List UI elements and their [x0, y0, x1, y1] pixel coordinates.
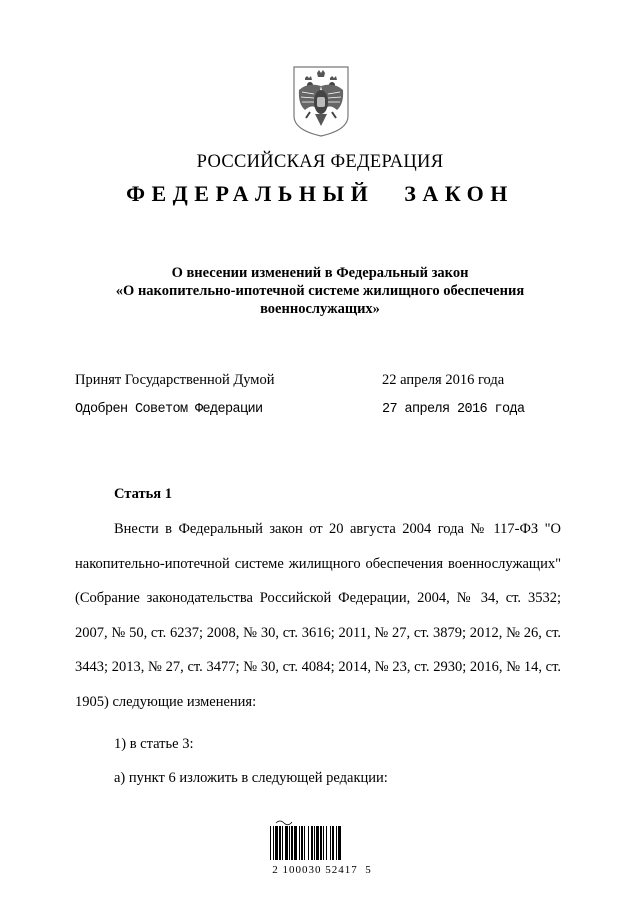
barcode-bar	[282, 826, 283, 860]
barcode-bar	[311, 826, 313, 860]
amendment-subitem: а) пункт 6 изложить в следующей редакции:	[114, 770, 388, 786]
country-name: РОССИЙСКАЯ ФЕДЕРАЦИЯ	[196, 152, 444, 172]
barcode	[268, 818, 376, 862]
amendment-item: 1) в статье 3:	[114, 736, 194, 752]
law-title-line: военнослужащих»	[260, 301, 380, 317]
law-title	[60, 264, 580, 318]
barcode-bar	[294, 826, 297, 860]
barcode-bar	[291, 826, 293, 860]
barcode-bar	[285, 826, 288, 860]
barcode-bar	[338, 826, 341, 860]
council-approval-label: Одобрен Советом Федерации	[75, 402, 263, 417]
barcode-bar	[308, 826, 309, 860]
barcode-bar	[273, 826, 274, 860]
barcode-bar	[316, 826, 319, 860]
article-heading: Статья 1	[114, 486, 172, 502]
barcode-bar	[270, 826, 271, 860]
barcode-bar	[320, 826, 322, 860]
barcode-bar	[279, 826, 281, 860]
barcode-bar	[275, 826, 278, 860]
barcode-bar	[304, 826, 305, 860]
handwritten-mark	[276, 821, 292, 825]
barcode-number: 2 100030 52417 5	[272, 864, 372, 876]
coat-of-arms-emblem	[290, 64, 352, 138]
barcode-bar	[299, 826, 300, 860]
barcode-bar	[301, 826, 303, 860]
law-title-line: «О накопительно-ипотечной системе жилищного обеспечения	[115, 283, 525, 299]
duma-adoption-label: Принят Государственной Думой	[75, 372, 275, 388]
barcode-bar	[289, 826, 290, 860]
barcode-bar	[323, 826, 324, 860]
law-title-line: О внесении изменений в Федеральный закон	[171, 265, 469, 281]
barcode-bar	[332, 826, 334, 860]
council-approval-date: 27 апреля 2016 года	[382, 402, 525, 417]
barcode-bar	[326, 826, 327, 860]
duma-adoption-date: 22 апреля 2016 года	[382, 372, 505, 388]
law-type-heading: ФЕДЕРАЛЬНЫЙ ЗАКОН	[126, 181, 514, 206]
barcode-bar	[314, 826, 315, 860]
barcode-bar	[336, 826, 337, 860]
barcode-bar	[330, 826, 331, 860]
article-paragraph: Внести в Федеральный закон от 20 августа 2004 года № 117-ФЗ "О накопительно-ипотечной системе жилищного обеспечения военнослужащих" (Собрание законодательства Российской Федерации, 2004, № 34, ст. 3532; 2007, № 50, ст. 6237; 2008, № 30, ст. 3616; 2011, № 27, ст. 3879; 2012, № 26, ст. 3443; 2013, № 27, ст. 3477; № 30, ст. 4084; 2014, № 23, ст. 2930; 2016, № 14, ст. 1905) следующие изменения:	[75, 521, 561, 710]
